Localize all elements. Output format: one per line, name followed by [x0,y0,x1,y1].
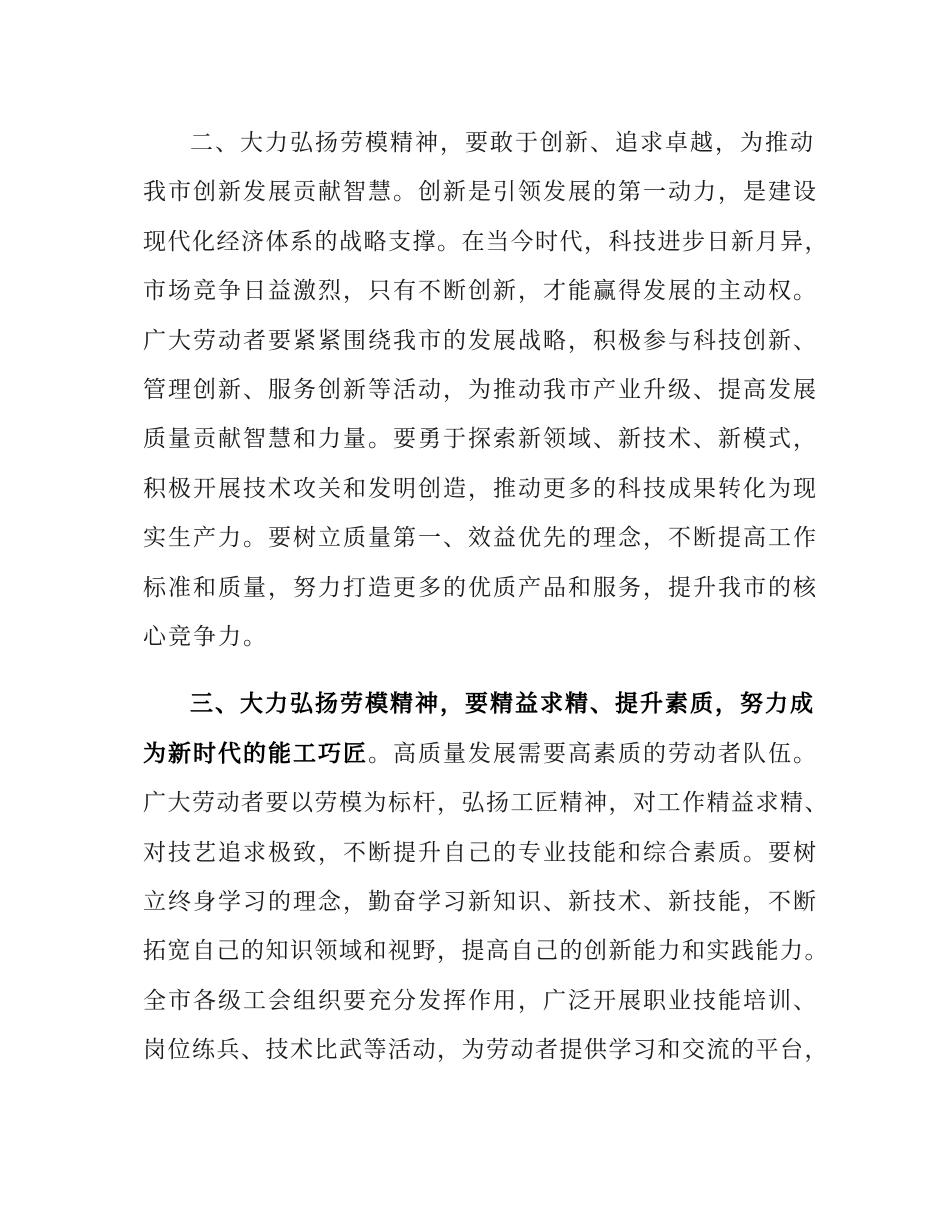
paragraph-2-line-6: 管理创新、服务创新等活动，为推动我市产业升级、提高发展 [143,377,818,403]
paragraph-2-line-1: 二、大力弘扬劳模精神，要敢于创新、追求卓越，为推动 [190,130,815,156]
paragraph-3-line-8: 岗位练兵、技术比武等活动，为劳动者提供学习和交流的平台， [143,1037,829,1063]
paragraph-2-line-4: 市场竞争日益激烈，只有不断创新，才能赢得发展的主动权。 [143,278,818,304]
paragraph-2-line-10: 标准和质量，努力打造更多的优质产品和服务，提升我市的核 [143,575,818,601]
paragraph-3-line-4: 对技艺追求极致，不断提升自己的专业技能和综合素质。要树 [143,840,818,866]
paragraph-3-line-3: 广大劳动者要以劳模为标杆，弘扬工匠精神，对工作精益求精、 [143,790,829,816]
paragraph-2-line-3: 现代化经济体系的战略支撑。在当今时代，科技进步日新月异， [143,229,829,255]
paragraph-2-line-9: 实生产力。要树立质量第一、效益优先的理念，不断提高工作 [143,525,818,551]
paragraph-3-line-2 [143,736,833,772]
paragraph-3-line-5: 立终身学习的理念，勤奋学习新知识、新技术、新技能，不断 [143,889,818,915]
paragraph-2-line-7: 质量贡献智慧和力量。要勇于探索新领域、新技术、新模式， [143,426,818,452]
paragraph-2-line-2: 我市创新发展贡献智慧。创新是引领发展的第一动力，是建设 [143,179,818,205]
paragraph-2-line-8: 积极开展技术攻关和发明创造，推动更多的科技成果转化为现 [143,476,818,502]
paragraph-3-line-7: 全市各级工会组织要充分发挥作用，广泛开展职业技能培训、 [143,988,818,1014]
paragraph-3-heading-line-1: 三、大力弘扬劳模精神，要精益求精、提升素质，努力成 [190,690,815,717]
paragraph-3-heading-bold: 为新时代的能工巧匠 [143,740,368,767]
paragraph-2-line-5: 广大劳动者要紧紧围绕我市的发展战略，积极参与科技创新、 [143,328,818,354]
paragraph-2-line-11: 心竞争力。 [143,624,268,650]
paragraph-3-line-6: 拓宽自己的知识领域和视野，提高自己的创新能力和实践能力。 [143,938,829,964]
paragraph-3-line-2-rest: 。高质量发展需要高素质的劳动者队伍。 [368,741,818,767]
